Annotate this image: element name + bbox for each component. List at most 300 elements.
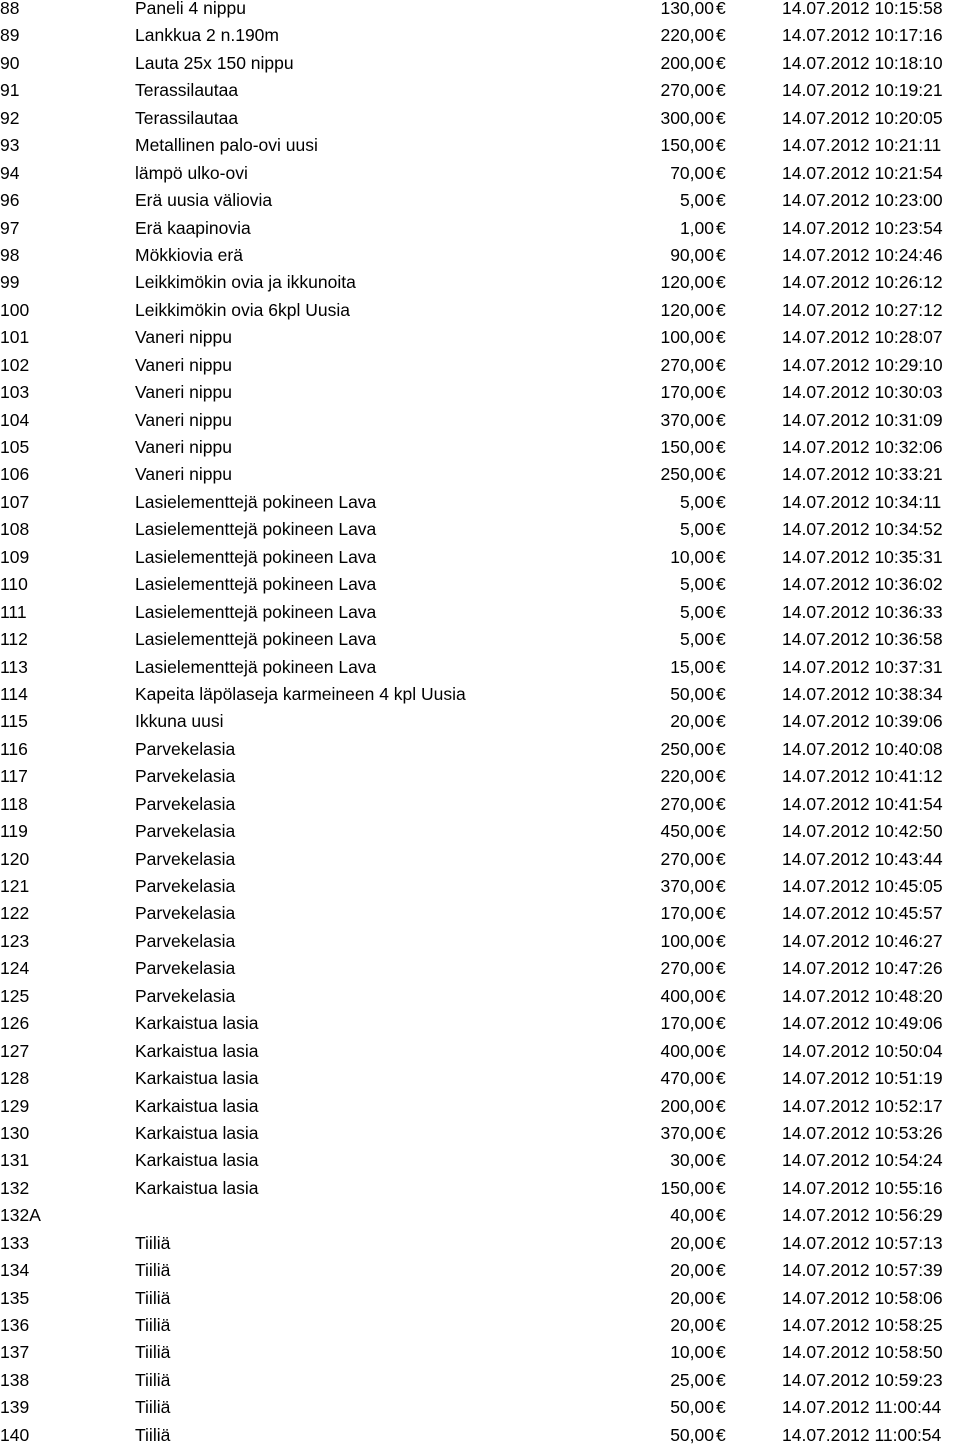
item-price: 270,00 [660, 848, 714, 869]
item-number: 101 [0, 327, 30, 348]
item-number: 129 [0, 1095, 30, 1116]
item-price: 370,00 [660, 409, 714, 430]
item-price: 20,00 [670, 1287, 714, 1308]
currency-symbol: € [716, 766, 726, 787]
item-description: Vaneri nippu [135, 354, 232, 375]
item-timestamp: 14.07.2012 10:26:12 [782, 272, 943, 293]
item-number: 119 [0, 821, 28, 842]
item-price: 220,00 [660, 766, 714, 787]
currency-symbol: € [716, 1424, 726, 1445]
listing-row [0, 546, 960, 576]
item-price: 5,00 [679, 601, 714, 622]
item-number: 115 [0, 711, 28, 732]
item-description: Lasielementtejä pokineen Lava [135, 656, 377, 677]
item-description: Vaneri nippu [135, 464, 232, 485]
item-timestamp: 14.07.2012 10:40:08 [782, 738, 943, 759]
item-number: 135 [0, 1287, 30, 1308]
currency-symbol: € [716, 1177, 726, 1198]
item-number: 125 [0, 985, 30, 1006]
currency-symbol: € [716, 1232, 726, 1253]
currency-symbol: € [716, 683, 726, 704]
item-timestamp: 14.07.2012 10:47:26 [782, 958, 943, 979]
currency-symbol: € [716, 272, 726, 293]
item-number: 96 [0, 190, 20, 211]
item-number: 118 [0, 793, 28, 814]
item-number: 121 [0, 876, 30, 896]
currency-symbol: € [716, 546, 726, 567]
item-number: 136 [0, 1315, 30, 1335]
listing-row [0, 1040, 960, 1070]
item-description: Karkaistua lasia [135, 1013, 259, 1034]
item-price: 10,00 [670, 1342, 714, 1363]
currency-symbol: € [716, 629, 726, 650]
listing-row [0, 82, 960, 109]
currency-symbol: € [716, 876, 726, 896]
item-price: 270,00 [660, 80, 714, 101]
item-price: 70,00 [670, 162, 714, 183]
item-description: Erä uusia väliovia [135, 190, 273, 211]
item-description: Karkaistua lasia [135, 1068, 259, 1089]
currency-symbol: € [716, 985, 726, 1006]
listing-row [0, 905, 960, 932]
item-timestamp: 14.07.2012 10:34:11 [782, 491, 942, 512]
item-number: 138 [0, 1369, 30, 1390]
item-timestamp: 14.07.2012 10:49:06 [782, 1013, 943, 1034]
listing-row [0, 1317, 960, 1344]
item-description: Parvekelasia [135, 985, 236, 1006]
item-price: 300,00 [660, 107, 714, 128]
currency-symbol: € [716, 1122, 726, 1143]
item-description: Tiiliä [135, 1315, 171, 1335]
item-number: 113 [0, 656, 28, 677]
item-timestamp: 14.07.2012 10:36:02 [782, 574, 943, 595]
item-timestamp: 14.07.2012 10:23:54 [782, 217, 943, 238]
item-timestamp: 14.07.2012 10:58:50 [782, 1342, 943, 1363]
listing-row [0, 1015, 960, 1042]
item-description: Karkaistua lasia [135, 1122, 259, 1143]
currency-symbol: € [716, 1260, 726, 1281]
currency-symbol: € [716, 244, 726, 265]
currency-symbol: € [716, 217, 726, 238]
listing-row [0, 1424, 960, 1454]
item-price: 470,00 [660, 1068, 714, 1089]
item-price: 5,00 [679, 519, 714, 540]
item-timestamp: 14.07.2012 10:41:54 [782, 793, 943, 814]
listing-row [0, 601, 960, 631]
currency-symbol: € [716, 1205, 726, 1226]
item-price: 5,00 [679, 574, 714, 595]
currency-symbol: € [716, 1287, 726, 1308]
listing-row [0, 878, 960, 905]
item-number: 134 [0, 1260, 30, 1281]
listing-row [0, 1369, 960, 1399]
item-description: Vaneri nippu [135, 327, 232, 348]
currency-symbol: € [716, 327, 726, 348]
item-timestamp: 14.07.2012 10:41:12 [782, 766, 943, 787]
currency-symbol: € [716, 1013, 726, 1034]
item-description: Metallinen palo-ovi uusi [135, 135, 318, 156]
item-price: 15,00 [670, 656, 714, 677]
item-description: Ikkuna uusi [135, 711, 224, 732]
item-timestamp: 14.07.2012 10:50:04 [782, 1040, 943, 1061]
item-description: lämpö ulko-ovi [135, 162, 248, 183]
item-price: 5,00 [679, 491, 714, 512]
item-price: 120,00 [660, 272, 714, 293]
item-number: 106 [0, 464, 30, 485]
currency-symbol: € [716, 793, 726, 814]
item-number: 107 [0, 491, 30, 512]
item-description: Paneli 4 nippu [135, 0, 246, 18]
item-timestamp: 14.07.2012 10:37:31 [782, 656, 943, 677]
item-price: 370,00 [660, 876, 714, 896]
currency-symbol: € [716, 821, 726, 842]
listing-row [0, 1287, 960, 1317]
listing-row [0, 985, 960, 1015]
item-description: Parvekelasia [135, 793, 236, 814]
currency-symbol: € [716, 162, 726, 183]
item-price: 10,00 [670, 546, 714, 567]
item-number: 116 [0, 738, 28, 759]
currency-symbol: € [716, 464, 726, 485]
item-timestamp: 14.07.2012 10:46:27 [782, 930, 943, 951]
item-description: Terassilautaa [135, 107, 239, 128]
item-description: Parvekelasia [135, 958, 236, 979]
listing-row [0, 1344, 960, 1371]
listing-row [0, 384, 960, 411]
item-timestamp: 14.07.2012 10:52:17 [782, 1095, 943, 1116]
listing-row [0, 1399, 960, 1426]
item-price: 5,00 [679, 629, 714, 650]
listing-row [0, 713, 960, 740]
item-timestamp: 14.07.2012 11:00:54 [782, 1424, 942, 1445]
item-number: 128 [0, 1068, 30, 1089]
currency-symbol: € [716, 903, 726, 924]
item-number: 137 [0, 1342, 30, 1363]
item-price: 120,00 [660, 299, 714, 320]
currency-symbol: € [716, 135, 726, 156]
currency-symbol: € [716, 958, 726, 979]
listing-row [0, 52, 960, 82]
listing-row [0, 656, 960, 686]
listing-row [0, 137, 960, 164]
item-description: Tiiliä [135, 1232, 171, 1253]
item-number: 103 [0, 382, 30, 403]
item-price: 170,00 [660, 903, 714, 924]
item-price: 20,00 [670, 1232, 714, 1253]
currency-symbol: € [716, 574, 726, 595]
listing-row [0, 793, 960, 823]
item-number: 133 [0, 1232, 30, 1253]
item-number: 124 [0, 958, 30, 979]
item-price: 270,00 [660, 354, 714, 375]
listing-row [0, 354, 960, 384]
item-description: Parvekelasia [135, 766, 236, 787]
currency-symbol: € [716, 519, 726, 540]
item-number: 102 [0, 354, 30, 375]
item-timestamp: 14.07.2012 10:57:13 [782, 1232, 943, 1253]
item-timestamp: 14.07.2012 10:18:10 [782, 52, 943, 73]
item-number: 97 [0, 217, 20, 238]
item-timestamp: 14.07.2012 10:43:44 [782, 848, 943, 869]
item-description: Parvekelasia [135, 876, 236, 896]
item-timestamp: 14.07.2012 10:58:06 [782, 1287, 943, 1308]
item-description: Lankkua 2 n.190m [135, 25, 279, 46]
item-number: 104 [0, 409, 30, 430]
listing-row [0, 1152, 960, 1179]
currency-symbol: € [716, 299, 726, 320]
currency-symbol: € [716, 354, 726, 375]
item-number: 123 [0, 930, 30, 951]
item-timestamp: 14.07.2012 10:48:20 [782, 985, 943, 1006]
currency-symbol: € [716, 1315, 726, 1335]
item-description: Leikkimökin ovia ja ikkunoita [135, 272, 356, 293]
item-description: Tiiliä [135, 1424, 171, 1445]
item-number: 90 [0, 52, 20, 73]
item-description: Leikkimökin ovia 6kpl Uusia [135, 299, 350, 320]
item-description: Tiiliä [135, 1369, 171, 1390]
item-price: 450,00 [660, 821, 714, 842]
item-price: 50,00 [670, 1397, 714, 1418]
item-description: Karkaistua lasia [135, 1150, 259, 1171]
currency-symbol: € [716, 80, 726, 101]
item-timestamp: 14.07.2012 10:59:23 [782, 1369, 943, 1390]
listing-row [0, 1232, 960, 1262]
item-price: 170,00 [660, 1013, 714, 1034]
currency-symbol: € [716, 930, 726, 951]
item-number: 100 [0, 299, 30, 320]
item-number: 132 [0, 1177, 30, 1198]
item-timestamp: 14.07.2012 10:55:16 [782, 1177, 943, 1198]
item-price: 200,00 [660, 52, 714, 73]
item-timestamp: 14.07.2012 10:57:39 [782, 1260, 943, 1281]
item-number: 110 [0, 574, 28, 595]
currency-symbol: € [716, 382, 726, 403]
listing-row [0, 768, 960, 795]
item-number: 131 [0, 1150, 30, 1171]
listing-row [0, 409, 960, 439]
item-description: Lasielementtejä pokineen Lava [135, 601, 377, 622]
item-number: 89 [0, 25, 20, 46]
item-number: 94 [0, 162, 20, 183]
item-number: 91 [0, 80, 20, 101]
item-number: 109 [0, 546, 30, 567]
currency-symbol: € [716, 1068, 726, 1089]
item-description: Tiiliä [135, 1260, 171, 1281]
item-price: 100,00 [660, 327, 714, 348]
item-number: 111 [0, 601, 27, 622]
item-price: 130,00 [660, 0, 714, 18]
listing-row [0, 329, 960, 356]
item-timestamp: 14.07.2012 10:45:57 [782, 903, 943, 924]
currency-symbol: € [716, 1397, 726, 1418]
item-number: 127 [0, 1040, 30, 1061]
item-description: Parvekelasia [135, 903, 236, 924]
item-price: 100,00 [660, 930, 714, 951]
item-timestamp: 14.07.2012 10:36:33 [782, 601, 943, 622]
item-number: 93 [0, 135, 20, 156]
item-number: 108 [0, 519, 30, 540]
item-timestamp: 14.07.2012 10:15:58 [782, 0, 943, 18]
item-timestamp: 14.07.2012 10:21:54 [782, 162, 943, 183]
listing-row [0, 244, 960, 274]
item-number: 126 [0, 1013, 30, 1034]
listing-row [0, 274, 960, 301]
listing-row [0, 1095, 960, 1125]
listing-row [0, 823, 960, 850]
item-timestamp: 14.07.2012 10:19:21 [782, 80, 943, 101]
item-timestamp: 14.07.2012 10:36:58 [782, 629, 943, 650]
listing-row [0, 521, 960, 548]
item-price: 370,00 [660, 1122, 714, 1143]
item-price: 1,00 [679, 217, 714, 238]
listing-row [0, 576, 960, 603]
item-number: 99 [0, 272, 20, 293]
listing-row [0, 1207, 960, 1234]
item-timestamp: 14.07.2012 10:23:00 [782, 190, 943, 211]
item-price: 20,00 [670, 1315, 714, 1335]
currency-symbol: € [716, 25, 726, 46]
item-timestamp: 14.07.2012 10:30:03 [782, 382, 943, 403]
item-price: 150,00 [660, 437, 714, 457]
listing-row [0, 107, 960, 137]
item-number: 88 [0, 0, 20, 18]
item-timestamp: 14.07.2012 10:17:16 [782, 25, 943, 46]
item-timestamp: 14.07.2012 10:39:06 [782, 711, 943, 732]
currency-symbol: € [716, 190, 726, 211]
item-timestamp: 14.07.2012 10:38:34 [782, 683, 943, 704]
item-price: 20,00 [670, 1260, 714, 1281]
item-description: Kapeita läpölaseja karmeineen 4 kpl Uusia [135, 683, 466, 704]
listing-row [0, 27, 960, 54]
item-number: 92 [0, 107, 20, 128]
item-timestamp: 14.07.2012 10:27:12 [782, 299, 943, 320]
listing-row [0, 439, 960, 466]
item-price: 25,00 [670, 1369, 714, 1390]
currency-symbol: € [716, 601, 726, 622]
currency-symbol: € [716, 0, 726, 18]
item-price: 400,00 [660, 1040, 714, 1061]
currency-symbol: € [716, 107, 726, 128]
item-timestamp: 14.07.2012 10:31:09 [782, 409, 943, 430]
item-price: 250,00 [660, 738, 714, 759]
listing-row [0, 0, 960, 27]
item-description: Lauta 25x 150 nippu [135, 52, 294, 73]
item-description: Parvekelasia [135, 848, 236, 869]
currency-symbol: € [716, 738, 726, 759]
item-description: Vaneri nippu [135, 382, 232, 403]
listing-row [0, 162, 960, 192]
item-description: Lasielementtejä pokineen Lava [135, 519, 377, 540]
listing-row [0, 960, 960, 987]
currency-symbol: € [716, 1369, 726, 1390]
item-price: 270,00 [660, 793, 714, 814]
item-description: Mökkiovia erä [135, 244, 243, 265]
item-price: 50,00 [670, 1424, 714, 1445]
item-price: 250,00 [660, 464, 714, 485]
item-description: Lasielementtejä pokineen Lava [135, 546, 377, 567]
item-description: Tiiliä [135, 1342, 171, 1363]
item-description: Lasielementtejä pokineen Lava [135, 574, 377, 595]
listing-row [0, 1122, 960, 1152]
item-price: 270,00 [660, 958, 714, 979]
listing-row [0, 299, 960, 329]
item-number: 98 [0, 244, 20, 265]
item-description: Karkaistua lasia [135, 1095, 259, 1116]
listing-row [0, 631, 960, 658]
item-timestamp: 14.07.2012 10:34:52 [782, 519, 943, 540]
item-timestamp: 14.07.2012 10:56:29 [782, 1205, 943, 1226]
item-price: 220,00 [660, 25, 714, 46]
listing-row [0, 930, 960, 960]
item-timestamp: 14.07.2012 10:28:07 [782, 327, 943, 348]
currency-symbol: € [716, 848, 726, 869]
item-price: 90,00 [670, 244, 714, 265]
item-description: Karkaistua lasia [135, 1040, 259, 1061]
item-number: 120 [0, 848, 30, 869]
item-description: Terassilautaa [135, 80, 239, 101]
item-description: Karkaistua lasia [135, 1177, 259, 1198]
item-price: 5,00 [679, 190, 714, 211]
item-description: Vaneri nippu [135, 437, 232, 457]
currency-symbol: € [716, 437, 726, 457]
currency-symbol: € [716, 52, 726, 73]
listing-row [0, 192, 960, 219]
listing-row [0, 738, 960, 768]
item-timestamp: 14.07.2012 10:42:50 [782, 821, 943, 842]
item-price: 150,00 [660, 135, 714, 156]
item-timestamp: 14.07.2012 10:29:10 [782, 354, 943, 375]
item-price: 30,00 [670, 1150, 714, 1171]
item-number: 122 [0, 903, 30, 924]
item-timestamp: 14.07.2012 10:33:21 [782, 464, 943, 485]
item-price: 20,00 [670, 711, 714, 732]
currency-symbol: € [716, 1150, 726, 1171]
currency-symbol: € [716, 656, 726, 677]
item-timestamp: 14.07.2012 10:35:31 [782, 546, 943, 567]
item-price: 200,00 [660, 1095, 714, 1116]
listing-row [0, 848, 960, 878]
currency-symbol: € [716, 711, 726, 732]
currency-symbol: € [716, 1342, 726, 1363]
item-price: 400,00 [660, 985, 714, 1006]
currency-symbol: € [716, 491, 726, 512]
listing-row [0, 466, 960, 493]
item-description: Erä kaapinovia [135, 217, 251, 238]
item-timestamp: 14.07.2012 11:00:44 [782, 1397, 942, 1418]
item-number: 130 [0, 1122, 30, 1143]
listing-row [0, 491, 960, 521]
item-description: Vaneri nippu [135, 409, 232, 430]
item-timestamp: 14.07.2012 10:58:25 [782, 1315, 943, 1335]
currency-symbol: € [716, 1040, 726, 1061]
listing-row [0, 1262, 960, 1289]
item-timestamp: 14.07.2012 10:21:11 [782, 135, 942, 156]
item-number: 112 [0, 629, 28, 650]
item-description: Tiiliä [135, 1397, 171, 1418]
item-timestamp: 14.07.2012 10:51:19 [782, 1068, 943, 1089]
item-timestamp: 14.07.2012 10:53:26 [782, 1122, 943, 1143]
item-timestamp: 14.07.2012 10:32:06 [782, 437, 943, 457]
item-timestamp: 14.07.2012 10:45:05 [782, 876, 943, 896]
item-description: Tiiliä [135, 1287, 171, 1308]
item-number: 132A [0, 1205, 41, 1226]
item-description: Parvekelasia [135, 738, 236, 759]
item-price: 170,00 [660, 382, 714, 403]
item-price: 40,00 [670, 1205, 714, 1226]
item-number: 117 [0, 766, 28, 787]
item-description: Parvekelasia [135, 821, 236, 842]
item-description: Lasielementtejä pokineen Lava [135, 491, 377, 512]
